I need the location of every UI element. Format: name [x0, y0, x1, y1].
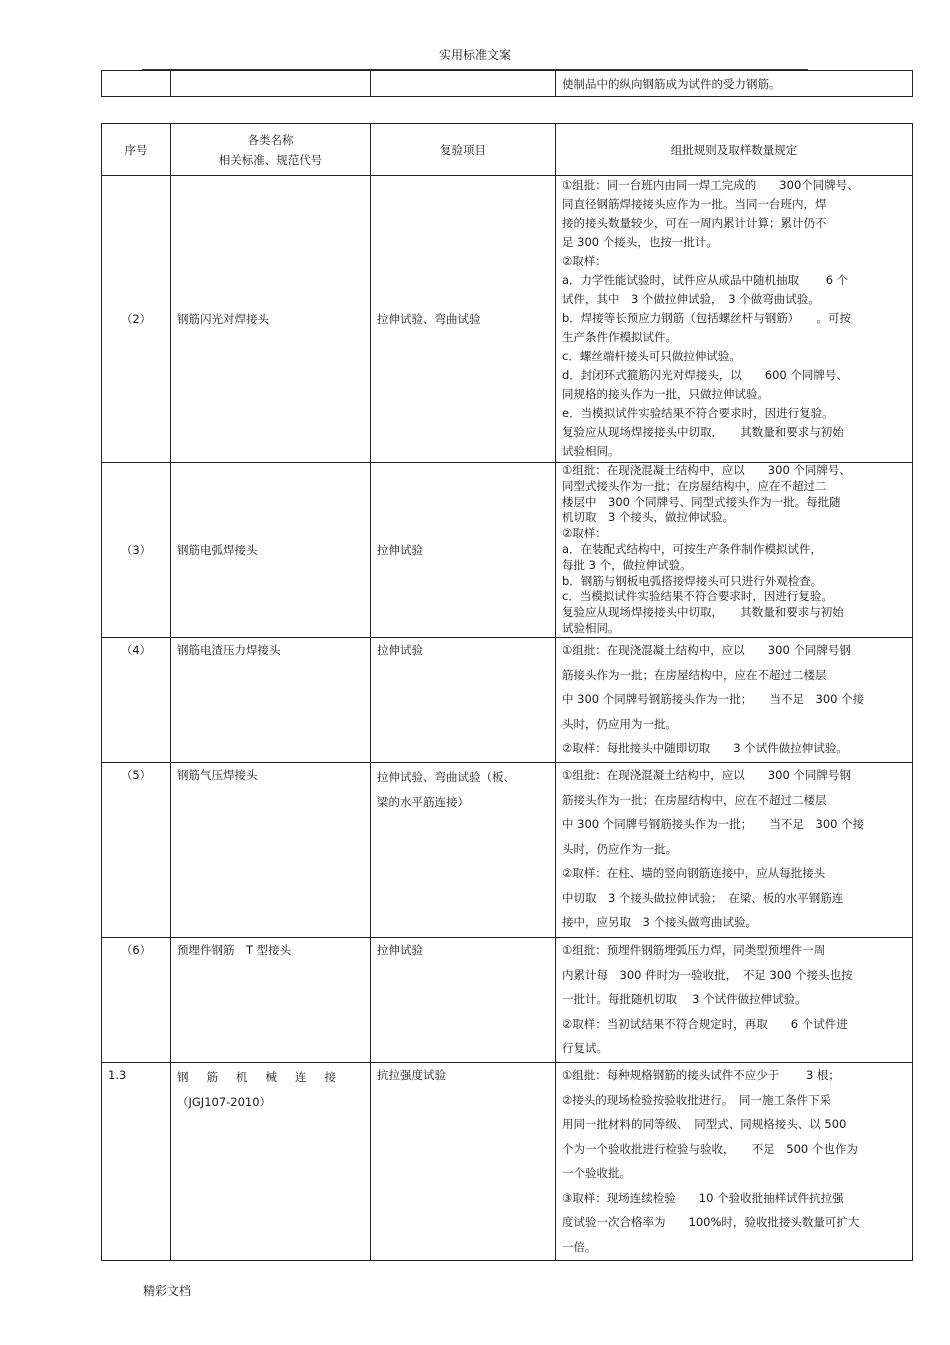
rule-line: b．钢筋与钢板电弧搭接焊接头可只进行外观检查。 [562, 573, 823, 588]
rule-line: 中 300 个同牌号钢筋接头作为一批； 当不足 300 个接 [562, 817, 865, 831]
row-name: 钢筋闪光对焊接头 [171, 176, 371, 463]
rule-line: 试验相同。 [562, 444, 620, 458]
page-footer: 精彩文档 [143, 1284, 192, 1298]
header-seq: 序号 [102, 124, 171, 176]
row-name-line: 钢筋机械连接 [177, 1070, 354, 1084]
row-name: 钢筋气压焊接头 [171, 763, 371, 938]
rule-line: 筋接头作为一批；在房屋结构中，应在不超过二楼层 [562, 667, 827, 682]
rule-line: 足 300 个接头，也按一批计。 [562, 235, 718, 249]
rule-line: ②取样： [562, 254, 607, 268]
rule-line: 复验应从现场焊接接头中切取， 其数量和要求与初始 [562, 605, 844, 620]
page-header-title: 实用标准文案 [438, 48, 511, 62]
rule-line: 试验相同。 [562, 620, 620, 635]
inspection-table [101, 123, 913, 1261]
row-test-line: 拉伸试验、弯曲试验（板、 [377, 770, 515, 784]
continuation-table [101, 70, 913, 97]
rule-line: ③取样：现场连续检验 10 个验收批抽样试件抗拉强 [562, 1190, 844, 1205]
rule-line: 接的接头数量较少，可在一周内累计计算；累计仍不 [562, 216, 827, 230]
header-name [171, 124, 371, 176]
rule-line: 同直径钢筋焊接接头应作为一批。当同一台班内，焊 [562, 197, 827, 211]
row-rule [556, 1063, 913, 1261]
header-test: 复验项目 [371, 124, 556, 176]
row-test [371, 763, 556, 938]
rule-line: 个为一个验收批进行检验与验收， 不足 500 个也作为 [562, 1141, 858, 1156]
rule-line: 度试验一次合格率为 100%时，验收批接头数量可扩大 [562, 1215, 860, 1229]
rule-line: c．当模拟试件实验结果不符合要求时，因进行复验。 [562, 589, 833, 604]
rule-line: 筋接头作为一批；在房屋结构中，应在不超过二楼层 [562, 792, 827, 807]
rule-line: 每批 3 个，做拉伸试验。 [562, 557, 692, 572]
row-seq: （6） [102, 938, 171, 1063]
row-rule [556, 176, 913, 463]
rule-line: ①组批：在现浇混凝土结构中，应以 300 个同牌号钢 [562, 643, 851, 657]
rule-line: b．焊接等长预应力钢筋（包括螺丝杆与钢筋） 。可按 [562, 311, 852, 325]
rule-line: 中 300 个同牌号钢筋接头作为一批； 当不足 300 个接 [562, 692, 865, 706]
rule-line: ①组批：预埋件钢筋埋弧压力焊，同类型预埋件一周 [562, 943, 826, 957]
continuation-text: 使制品中的纵向钢筋成为试件的受力钢筋。 [556, 71, 913, 97]
rule-line: c．螺丝端杆接头可只做拉伸试验。 [562, 349, 741, 363]
rule-line: 一个验收批。 [562, 1166, 631, 1180]
row-rule [556, 938, 913, 1063]
rule-line: ②取样：每批接头中随即切取 3 个试件做拉伸试验。 [562, 741, 848, 755]
rule-line: 用同一批材料的同等级、 同型式、同规格接头、以 500 [562, 1117, 847, 1131]
row-seq: （3） [102, 463, 171, 638]
row-name-line: （JGJ107-2010） [177, 1094, 272, 1109]
rule-line: ②取样：在柱、墙的竖向钢筋连接中，应从每批接头 [562, 866, 826, 880]
row-name: 预埋件钢筋 T 型接头 [171, 938, 371, 1063]
rule-line: ①组批：在现浇混凝土结构中，应以 300 个同牌号钢 [562, 768, 851, 782]
table-row [102, 176, 913, 463]
rule-line: 同型式接头作为一批；在房屋结构中，应在不超过二 [562, 478, 827, 493]
row-test: 拉伸试验 [371, 463, 556, 638]
rule-line: 一倍。 [562, 1239, 597, 1254]
rule-line: e．当模拟试件实验结果不符合要求时，因进行复验。 [562, 406, 834, 420]
rule-line: ②取样：当初试结果不符合规定时，再取 6 个试件进 [562, 1016, 848, 1031]
row-test-line: 梁的水平筋连接） [377, 794, 469, 809]
rule-line: 接中，应另取 3 个接头做弯曲试验。 [562, 915, 757, 929]
rule-line: 机切取 3 个接头，做拉伸试验。 [562, 510, 734, 525]
empty-cell [102, 71, 171, 97]
row-test: 拉伸试验 [371, 638, 556, 763]
row-name: 钢筋电渣压力焊接头 [171, 638, 371, 763]
header-name-line2: 相关标准、规范代号 [218, 152, 323, 167]
row-seq: （2） [102, 176, 171, 463]
rule-line: 一批计。每批随机切取 3 个试件做拉伸试验。 [562, 992, 807, 1006]
row-seq: 1.3 [102, 1063, 171, 1261]
header-rule: 组批规则及取样数量规定 [556, 124, 913, 176]
row-name [171, 1063, 371, 1261]
row-test: 抗拉强度试验 [371, 1063, 556, 1261]
row-seq: （4） [102, 638, 171, 763]
rule-line: ①组批：在现浇混凝土结构中，应以 300 个同牌号、 [562, 463, 851, 477]
rule-line: ②接头的现场检验按验收批进行。 同一施工条件下采 [562, 1092, 832, 1107]
rule-line: ①组批：每种规格钢筋的接头试件不应少于 3 根； [562, 1068, 840, 1082]
row-rule [556, 763, 913, 938]
row-test: 拉伸试验、弯曲试验 [371, 176, 556, 463]
rule-line: a．力学性能试验时，试件应从成品中随机抽取 6 个 [562, 273, 849, 287]
table-row [102, 763, 913, 938]
row-rule [556, 638, 913, 763]
rule-line: 头时，仍应作为一批。 [562, 841, 677, 856]
table-row [102, 638, 913, 763]
row-test: 拉伸试验 [371, 938, 556, 1063]
rule-line: 同规格的接头作为一批，只做拉伸试验。 [562, 387, 769, 401]
rule-line: 生产条件作模拟试件。 [562, 330, 677, 344]
rule-line: a．在装配式结构中，可按生产条件制作模拟试件， [562, 541, 823, 556]
row-name: 钢筋电弧焊接头 [171, 463, 371, 638]
table-row [102, 1063, 913, 1261]
row-rule [556, 463, 913, 638]
rule-line: ②取样： [562, 526, 607, 541]
rule-line: 试件，其中 3 个做拉伸试验， 3 个做弯曲试验。 [562, 292, 820, 306]
header-name-line1: 各类名称 [247, 132, 294, 147]
empty-cell [371, 71, 556, 97]
table-header-row [102, 124, 913, 176]
rule-line: 中切取 3 个接头做拉伸试验； 在梁、板的水平钢筋连 [562, 890, 844, 905]
table-row [102, 938, 913, 1063]
rule-line: 行复试。 [562, 1041, 608, 1055]
rule-line: 内累计每 300 件时为一验收批， 不足 300 个接头也按 [562, 967, 853, 982]
table-row [102, 463, 913, 638]
rule-line: 头时，仍应用为一批。 [562, 716, 677, 731]
rule-line: 复验应从现场焊接接头中切取， 其数量和要求与初始 [562, 425, 844, 439]
rule-line: 楼层中 300 个同牌号、同型式接头作为一批。每批随 [562, 494, 841, 509]
rule-line: ①组批：同一台班内由同一焊工完成的 300个同牌号、 [562, 178, 859, 192]
empty-cell [171, 71, 371, 97]
row-seq: （5） [102, 763, 171, 938]
rule-line: d．封闭环式箍筋闪光对焊接头，以 600 个同牌号、 [562, 368, 848, 382]
